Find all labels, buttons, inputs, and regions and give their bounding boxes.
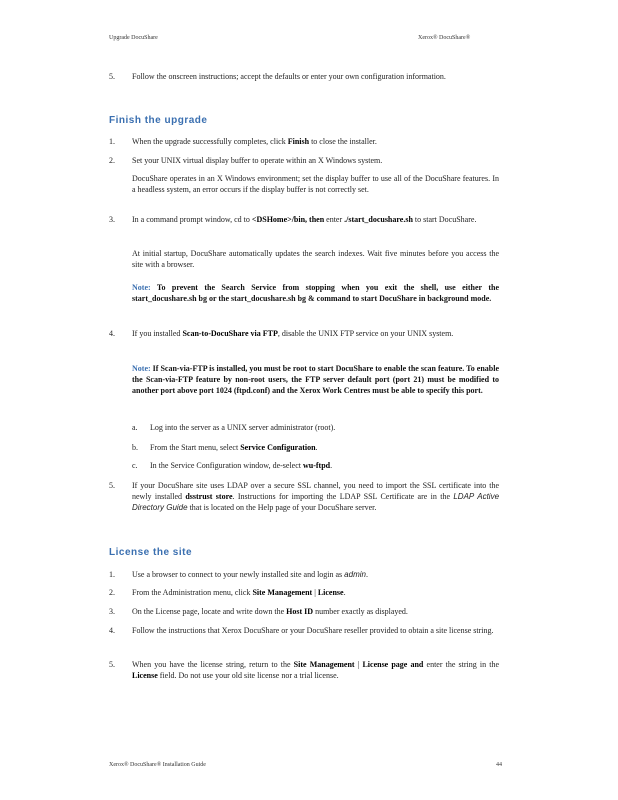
step-number: 2. [109,156,115,165]
step-number: 3. [109,215,115,224]
list-item [109,136,499,147]
step-number: 4. [109,329,115,338]
page-number: 44 [496,762,502,768]
step-text: Follow the onscreen instructions; accept the defaults or enter your own configuration information. [132,72,446,81]
list-item [109,328,499,339]
list-item [109,606,499,617]
step-text: Follow the instructions that Xerox DocuShare or your DocuShare reseller provided to obtain a site license string. [132,626,494,635]
step-number: 4. [109,626,115,635]
step-subtext: At initial startup, DocuShare automatically updates the search indexes. Wait five minutes before you access the site with a browser. [132,249,499,269]
list-item [109,214,499,225]
step-text: When the upgrade successfully completes, click Finish to close the installer. [132,137,377,146]
step-text: If your DocuShare site uses LDAP over a secure SSL channel, you need to import the SSL certificate into the newly installed dsstrust store. Instructions for importing the LDAP SSL Certificate are in the LDAP Active Directory Guide that is located on the Help page of your DocuShare server. [132,481,500,512]
list-item [109,587,499,598]
step-text: Use a browser to connect to your newly installed site and login as admin. [132,570,368,579]
step-text: Set your UNIX virtual display buffer to operate within an X Windows system. [132,156,383,165]
step-text: From the Administration menu, click Site Management | License. [132,588,346,597]
step-subtext: DocuShare operates in an X Windows environment; set the display buffer to use all of the DocuShare features. In a headless system, an error occurs if the display buffer is not correctly set. [132,174,499,194]
step-text: When you have the license string, return to the Site Management | License page and enter the string in the License field. Do not use your old site license nor a trial license. [132,660,500,680]
step-number: 1. [109,570,115,579]
list-item [109,659,499,681]
step-number: 2. [109,588,115,597]
note: Note: If Scan-via-FTP is installed, you must be root to start DocuShare to enable the scan feature. To enable the Scan-via-FTP feature by non-root users, the FTP server default port (port 21) must be modified to another port above port 1024 (ftpd.conf) and the Xerox Work Centres must be able to specify this port. [132,364,499,395]
list-item: c. In the Service Configuration window, de-select wu-ftpd. [132,461,333,470]
step-text: On the License page, locate and write down the Host ID number exactly as displayed. [132,607,408,616]
step-text: If you installed Scan-to-DocuShare via FTP, disable the UNIX FTP service on your UNIX system. [132,329,454,338]
list-item: a. Log into the server as a UNIX server administrator (root). [132,423,336,432]
page-footer-left: Xerox® DocuShare® Installation Guide [109,762,206,768]
step-number: 3. [109,607,115,616]
list-item [109,71,499,82]
section-title-license: License the site [109,547,193,558]
note: Note: To prevent the Search Service from stopping when you exit the shell, use either the start_docushare.sh bg or the start_docushare.sh bg & command to start DocuShare in background mode. [132,283,499,303]
step-number: 5. [109,72,115,81]
step-number: 5. [109,660,115,669]
section-title-finish: Finish the upgrade [109,115,208,126]
page-header-left: Upgrade DocuShare [109,35,158,41]
list-item [109,155,499,166]
step-number: 1. [109,137,115,146]
list-item [109,625,499,636]
step-text: In a command prompt window, cd to <DSHome>/bin, then enter ./start_docushare.sh to start DocuShare. [132,215,477,224]
list-item [109,480,499,513]
list-item: b. From the Start menu, select Service Configuration. [132,443,318,452]
page-header-right: Xerox® DocuShare® [418,35,471,41]
step-number: 5. [109,481,115,490]
list-item [109,569,499,580]
